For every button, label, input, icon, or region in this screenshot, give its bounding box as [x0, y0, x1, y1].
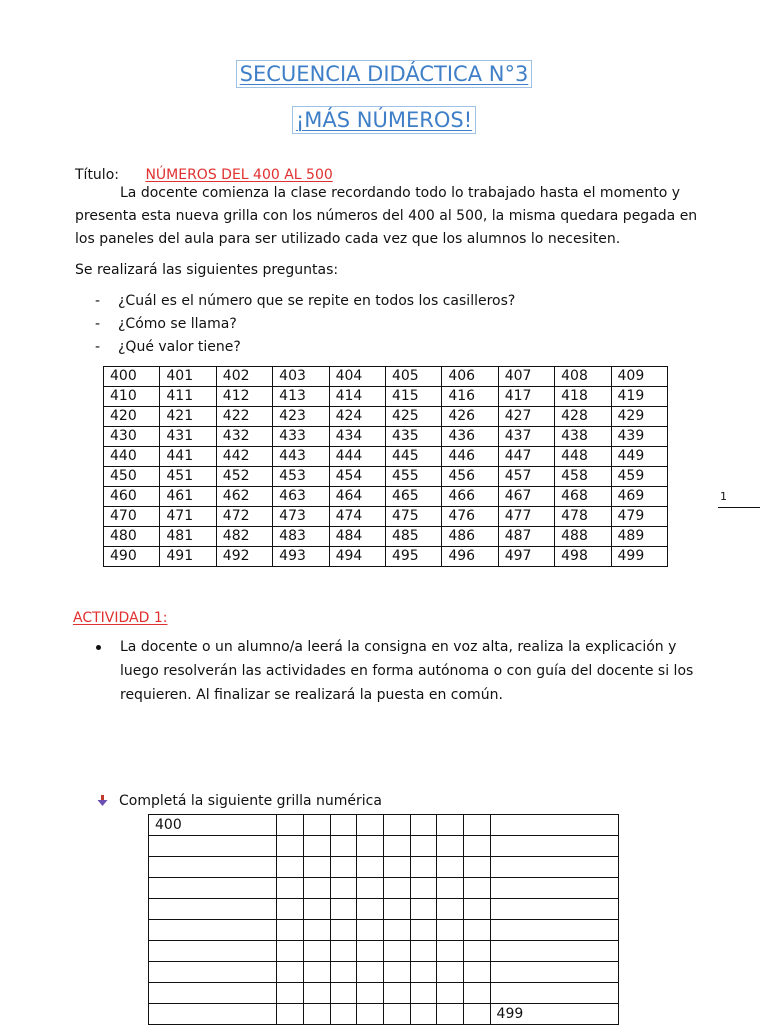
page-number: 1: [720, 490, 727, 503]
grid-cell: 461: [160, 487, 216, 507]
blank-grid-row: [149, 983, 619, 1004]
blank-grid-row: [149, 1004, 619, 1025]
blank-grid-cell[interactable]: [463, 899, 490, 920]
blank-grid-cell[interactable]: [463, 815, 490, 836]
grid-cell: 482: [216, 527, 272, 547]
blank-grid-cell[interactable]: [330, 857, 357, 878]
bullet-icon: [96, 645, 101, 650]
blank-grid-cell[interactable]: [383, 878, 410, 899]
grid-cell: 459: [611, 467, 667, 487]
grid-cell: 487: [498, 527, 554, 547]
grid-cell: 412: [216, 387, 272, 407]
grid-row: [104, 407, 668, 427]
grid-cell: 460: [104, 487, 160, 507]
grid-cell: 420: [104, 407, 160, 427]
blank-grid-cell[interactable]: [149, 983, 277, 1004]
blank-grid-cell[interactable]: [330, 899, 357, 920]
blank-grid-cell[interactable]: [437, 983, 464, 1004]
blank-grid-cell[interactable]: [437, 920, 464, 941]
blank-grid-cell[interactable]: [383, 1004, 410, 1025]
grid-cell: 440: [104, 447, 160, 467]
grid-cell: 472: [216, 507, 272, 527]
grid-cell: 481: [160, 527, 216, 547]
actividad-title: ACTIVIDAD 1:: [73, 610, 168, 626]
grid-cell: 447: [498, 447, 554, 467]
grid-cell: 458: [555, 467, 611, 487]
blank-grid-row: [149, 836, 619, 857]
blank-grid-cell[interactable]: [490, 962, 618, 983]
question-item: - ¿Qué valor tiene?: [95, 339, 241, 355]
grid-row: [104, 387, 668, 407]
grid-cell: 422: [216, 407, 272, 427]
grid-cell: 441: [160, 447, 216, 467]
grid-cell: 497: [498, 547, 554, 567]
grid-row: [104, 527, 668, 547]
grid-cell: 450: [104, 467, 160, 487]
grid-cell: 400: [104, 367, 160, 387]
grid-cell: 403: [273, 367, 329, 387]
grid-cell: 470: [104, 507, 160, 527]
grid-cell: 429: [611, 407, 667, 427]
grid-cell: 474: [329, 507, 385, 527]
blank-grid-cell[interactable]: [383, 941, 410, 962]
grid-cell: 408: [555, 367, 611, 387]
grid-cell: 453: [273, 467, 329, 487]
blank-grid-cell[interactable]: [463, 983, 490, 1004]
blank-grid-cell[interactable]: [304, 983, 331, 1004]
arrow-down-bullet-icon: [96, 794, 110, 808]
blank-grid-cell[interactable]: [463, 1004, 490, 1025]
titulo-label: Título:: [75, 167, 119, 183]
grid-cell: 498: [555, 547, 611, 567]
grid-cell: 493: [273, 547, 329, 567]
blank-grid-cell[interactable]: [463, 836, 490, 857]
blank-grid-cell[interactable]: [463, 941, 490, 962]
blank-grid-cell[interactable]: [357, 878, 384, 899]
grid-cell: 423: [273, 407, 329, 427]
grid-cell: 413: [273, 387, 329, 407]
blank-grid-row: [149, 815, 619, 836]
grid-cell: 469: [611, 487, 667, 507]
blank-grid-cell[interactable]: [149, 920, 277, 941]
blank-grid-cell[interactable]: [410, 1004, 437, 1025]
grid-row: [104, 487, 668, 507]
grid-cell: 485: [385, 527, 441, 547]
grid-cell: 444: [329, 447, 385, 467]
titulo-value: NÚMEROS DEL 400 AL 500: [145, 167, 333, 183]
blank-grid-cell[interactable]: [383, 920, 410, 941]
grid-cell: 443: [273, 447, 329, 467]
blank-grid-cell[interactable]: [330, 1004, 357, 1025]
blank-grid-cell[interactable]: [437, 836, 464, 857]
grid-cell: 496: [442, 547, 498, 567]
grid-cell: 446: [442, 447, 498, 467]
blank-grid-cell[interactable]: [437, 899, 464, 920]
blank-grid-cell[interactable]: [463, 962, 490, 983]
grid-cell: 405: [385, 367, 441, 387]
blank-grid-row: [149, 857, 619, 878]
grid-cell: 449: [611, 447, 667, 467]
grid-cell: 490: [104, 547, 160, 567]
grid-row: [104, 467, 668, 487]
actividad-line-1: La docente o un alumno/a leerá la consigna en voz alta, realiza la explicación y: [120, 639, 677, 655]
page-number-rule: [718, 507, 760, 508]
grid-cell: 463: [273, 487, 329, 507]
grid-cell: 418: [555, 387, 611, 407]
grid-cell: 483: [273, 527, 329, 547]
grid-cell: 434: [329, 427, 385, 447]
questions-intro: Se realizará las siguientes preguntas:: [75, 262, 339, 278]
blank-grid-cell[interactable]: [149, 836, 277, 857]
grid-cell: 478: [555, 507, 611, 527]
blank-grid-row: [149, 920, 619, 941]
grid-cell: 484: [329, 527, 385, 547]
grid-cell: 494: [329, 547, 385, 567]
blank-grid-cell[interactable]: [304, 878, 331, 899]
blank-grid-cell[interactable]: [410, 836, 437, 857]
blank-grid-cell[interactable]: [277, 878, 304, 899]
grid-cell: 425: [385, 407, 441, 427]
grid-cell: 480: [104, 527, 160, 547]
grid-cell: 424: [329, 407, 385, 427]
grid-cell: 402: [216, 367, 272, 387]
grid-cell: 411: [160, 387, 216, 407]
blank-grid-cell[interactable]: [330, 878, 357, 899]
blank-grid-cell[interactable]: [330, 941, 357, 962]
grid-cell: 468: [555, 487, 611, 507]
grid-cell: 486: [442, 527, 498, 547]
blank-grid-cell[interactable]: [437, 857, 464, 878]
blank-grid-cell[interactable]: [149, 899, 277, 920]
grid-cell: 439: [611, 427, 667, 447]
grid-cell: 431: [160, 427, 216, 447]
grid-cell: 495: [385, 547, 441, 567]
grid-cell: 456: [442, 467, 498, 487]
actividad-line-3: requieren. Al finalizar se realizará la puesta en común.: [120, 687, 503, 703]
grid-cell: 442: [216, 447, 272, 467]
actividad-line-2: luego resolverán las actividades en forma autónoma o con guía del docente si los: [120, 663, 694, 679]
grid-cell: 427: [498, 407, 554, 427]
grid-cell: 436: [442, 427, 498, 447]
blank-grid-cell[interactable]: [277, 941, 304, 962]
grid-cell: 414: [329, 387, 385, 407]
blank-grid-cell[interactable]: [357, 983, 384, 1004]
blank-grid-cell[interactable]: [383, 899, 410, 920]
blank-grid-cell[interactable]: [277, 815, 304, 836]
grid-row: [104, 547, 668, 567]
grid-cell: 421: [160, 407, 216, 427]
intro-line-2: presenta esta nueva grilla con los números del 400 al 500, la misma quedara pegada en: [75, 208, 698, 224]
blank-grid-cell[interactable]: [383, 983, 410, 1004]
blank-grid-cell[interactable]: [410, 857, 437, 878]
blank-grid-cell[interactable]: [330, 920, 357, 941]
grid-cell: 488: [555, 527, 611, 547]
blank-grid-cell[interactable]: [149, 878, 277, 899]
blank-grid-cell[interactable]: [277, 1004, 304, 1025]
intro-line-3: los paneles del aula para ser utilizado cada vez que los alumnos lo necesiten.: [75, 231, 621, 247]
blank-grid-row: [149, 941, 619, 962]
blank-grid-row: [149, 899, 619, 920]
blank-grid-cell[interactable]: [490, 941, 618, 962]
blank-grid-cell[interactable]: [410, 815, 437, 836]
grid-cell: 473: [273, 507, 329, 527]
blank-grid-row: [149, 878, 619, 899]
blank-grid-cell[interactable]: [304, 1004, 331, 1025]
grid-row: [104, 447, 668, 467]
blank-grid-cell[interactable]: [437, 1004, 464, 1025]
grid-cell: 466: [442, 487, 498, 507]
grid-cell: 475: [385, 507, 441, 527]
grid-cell: 467: [498, 487, 554, 507]
grid-cell: 489: [611, 527, 667, 547]
grid-cell: 476: [442, 507, 498, 527]
grid-cell: 491: [160, 547, 216, 567]
blank-grid-cell[interactable]: [410, 983, 437, 1004]
blank-grid-cell[interactable]: [149, 1004, 277, 1025]
document-subtitle: ¡MÁS NÚMEROS!: [295, 108, 473, 132]
grid-cell: 426: [442, 407, 498, 427]
grid-cell: 419: [611, 387, 667, 407]
blank-grid-cell[interactable]: [357, 899, 384, 920]
grid-cell: 455: [385, 467, 441, 487]
blank-grid-cell[interactable]: [330, 815, 357, 836]
blank-grid-cell[interactable]: [463, 878, 490, 899]
blank-grid-cell[interactable]: [149, 962, 277, 983]
blank-grid-cell[interactable]: 499: [490, 1004, 618, 1025]
grid-row: [104, 367, 668, 387]
grid-cell: 451: [160, 467, 216, 487]
blank-grid-cell[interactable]: [463, 920, 490, 941]
question-item: - ¿Cómo se llama?: [95, 316, 237, 332]
blank-grid-cell[interactable]: [277, 899, 304, 920]
blank-grid-cell[interactable]: [490, 857, 618, 878]
blank-grid-cell[interactable]: [357, 962, 384, 983]
grid-cell: 433: [273, 427, 329, 447]
blank-grid-cell[interactable]: [410, 920, 437, 941]
grid-cell: 415: [385, 387, 441, 407]
blank-grid-cell[interactable]: [357, 941, 384, 962]
blank-grid-cell[interactable]: [410, 878, 437, 899]
blank-grid-cell[interactable]: [410, 899, 437, 920]
grid-cell: 410: [104, 387, 160, 407]
grid-cell: 432: [216, 427, 272, 447]
blank-grid-cell[interactable]: [304, 857, 331, 878]
grid-cell: 435: [385, 427, 441, 447]
blank-grid-cell[interactable]: [330, 983, 357, 1004]
blank-grid-cell[interactable]: [304, 815, 331, 836]
blank-grid-cell[interactable]: [277, 857, 304, 878]
blank-grid-cell[interactable]: [383, 836, 410, 857]
grid-cell: 407: [498, 367, 554, 387]
blank-grid-cell[interactable]: [410, 941, 437, 962]
document-title: SECUENCIA DIDÁCTICA N°3: [239, 62, 529, 86]
blank-grid-cell[interactable]: [437, 815, 464, 836]
grid-cell: 401: [160, 367, 216, 387]
blank-grid-cell[interactable]: [490, 983, 618, 1004]
blank-grid-row: [149, 962, 619, 983]
grid-cell: 409: [611, 367, 667, 387]
blank-grid-cell[interactable]: [304, 836, 331, 857]
blank-grid-cell[interactable]: [357, 920, 384, 941]
blank-grid-cell[interactable]: [330, 836, 357, 857]
grid-cell: 406: [442, 367, 498, 387]
blank-grid-cell[interactable]: [357, 857, 384, 878]
grid-cell: 462: [216, 487, 272, 507]
grid-cell: 448: [555, 447, 611, 467]
grid-cell: 499: [611, 547, 667, 567]
grid-cell: 430: [104, 427, 160, 447]
blank-grid-cell[interactable]: [357, 836, 384, 857]
grid-cell: 445: [385, 447, 441, 467]
blank-grid-cell[interactable]: [330, 962, 357, 983]
grid-row: [104, 507, 668, 527]
grid-cell: 454: [329, 467, 385, 487]
grid-cell: 464: [329, 487, 385, 507]
blank-grid-cell[interactable]: [437, 962, 464, 983]
grid-cell: 457: [498, 467, 554, 487]
grid-cell: 465: [385, 487, 441, 507]
blank-grid-cell[interactable]: [410, 962, 437, 983]
blank-grid-cell[interactable]: [304, 962, 331, 983]
grid-cell: 452: [216, 467, 272, 487]
grid-cell: 471: [160, 507, 216, 527]
grid-cell: 417: [498, 387, 554, 407]
blank-grid-cell[interactable]: [437, 941, 464, 962]
grid-cell: 438: [555, 427, 611, 447]
grid-cell: 479: [611, 507, 667, 527]
blank-grid-cell[interactable]: [490, 878, 618, 899]
grid-cell: 416: [442, 387, 498, 407]
blank-grid-cell[interactable]: [383, 857, 410, 878]
blank-grid-cell[interactable]: [437, 878, 464, 899]
grid-cell: 404: [329, 367, 385, 387]
blank-grid-cell[interactable]: [383, 815, 410, 836]
intro-line-1: La docente comienza la clase recordando todo lo trabajado hasta el momento y: [120, 185, 681, 201]
blank-grid-cell[interactable]: [463, 857, 490, 878]
grid-cell: 437: [498, 427, 554, 447]
grid-cell: 492: [216, 547, 272, 567]
blank-grid-cell[interactable]: [277, 836, 304, 857]
blank-grid-cell[interactable]: [304, 941, 331, 962]
blank-grid-cell[interactable]: [490, 920, 618, 941]
blank-grid-cell[interactable]: [490, 899, 618, 920]
exercise-label: Completá la siguiente grilla numérica: [119, 793, 382, 809]
blank-grid-cell[interactable]: [277, 920, 304, 941]
blank-grid-cell[interactable]: 400: [149, 815, 277, 836]
blank-grid-cell[interactable]: [357, 815, 384, 836]
grid-cell: 428: [555, 407, 611, 427]
blank-grid-cell[interactable]: [304, 920, 331, 941]
grid-cell: 477: [498, 507, 554, 527]
question-item: - ¿Cuál es el número que se repite en todos los casilleros?: [95, 293, 516, 309]
blank-grid-cell[interactable]: [277, 962, 304, 983]
blank-number-grid: [148, 814, 619, 1025]
number-grid-400-499: [103, 366, 668, 567]
blank-grid-cell[interactable]: [277, 983, 304, 1004]
blank-grid-cell[interactable]: [490, 815, 618, 836]
blank-grid-cell[interactable]: [304, 899, 331, 920]
blank-grid-cell[interactable]: [490, 836, 618, 857]
blank-grid-cell[interactable]: [149, 941, 277, 962]
blank-grid-cell[interactable]: [383, 962, 410, 983]
grid-row: [104, 427, 668, 447]
blank-grid-cell[interactable]: [149, 857, 277, 878]
blank-grid-cell[interactable]: [357, 1004, 384, 1025]
